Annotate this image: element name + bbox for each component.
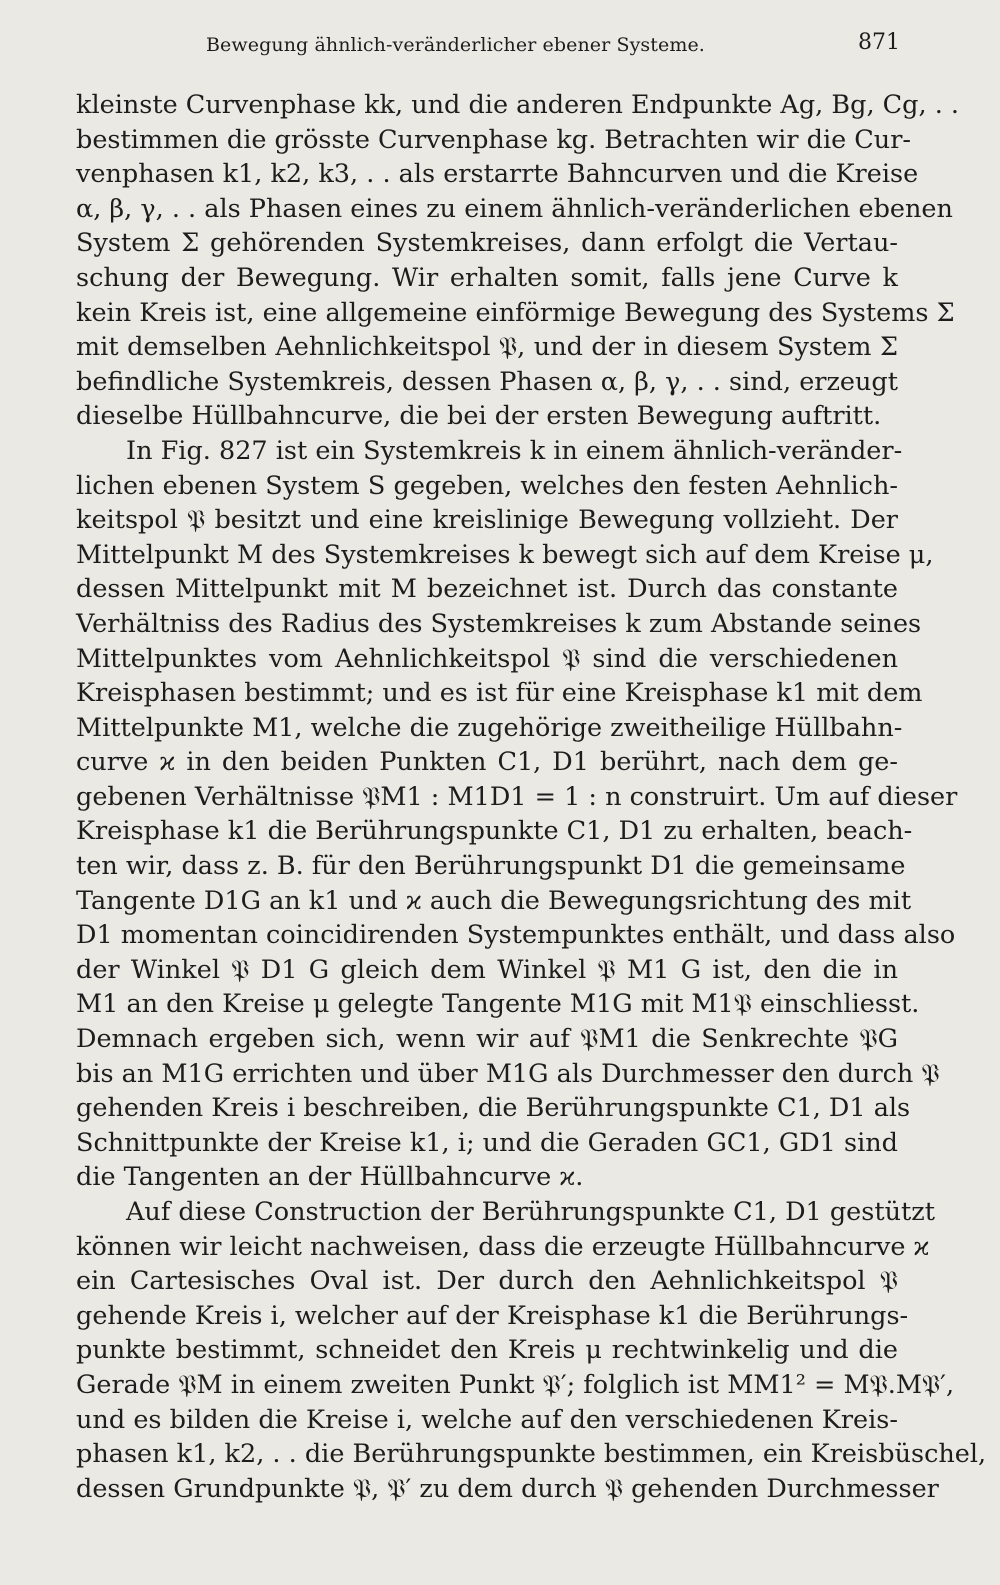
text-line: Tangente D1G an k1 und ϰ auch die Bewegungsrichtung des mit [76, 885, 912, 916]
text-line: Mittelpunkte M1, welche die zugehörige zweitheilige Hüllbahn- [76, 712, 903, 743]
text-line: schung der Bewegung. Wir erhalten somit, falls jene Curve k [76, 262, 898, 293]
paragraph-1 [76, 88, 960, 434]
paragraph-2 [76, 434, 958, 1195]
text-line: Demnach ergeben sich, wenn wir auf 𝔓M1 die Senkrechte 𝔓G [76, 1024, 898, 1055]
text-line: keitspol 𝔓 besitzt und eine kreislinige Bewegung vollzieht. Der [76, 505, 898, 536]
text-line: punkte bestimmt, schneidet den Kreis μ rechtwinkelig und die [76, 1335, 898, 1366]
text-line: können wir leicht nachweisen, dass die erzeugte Hüllbahncurve ϰ [76, 1231, 930, 1262]
text-line: dessen Grundpunkte 𝔓, 𝔓′ zu dem durch 𝔓 gehenden Durchmesser [76, 1473, 939, 1504]
page-header [206, 30, 900, 64]
text-line: gebenen Verhältnisse 𝔓M1 : M1D1 = 1 : n construirt. Um auf dieser [76, 781, 958, 812]
text-line: mit demselben Aehnlichkeitspol 𝔓, und der in diesem System Σ [76, 332, 898, 363]
text-line: Auf diese Construction der Berührungspunkte C1, D1 gestützt [126, 1197, 935, 1227]
text-line: ten wir, dass z. B. für den Berührungspunkt D1 die gemeinsame [76, 851, 906, 882]
text-line: Verhältniss des Radius des Systemkreises k zum Abstande seines [76, 608, 922, 639]
text-line: befindliche Systemkreis, dessen Phasen α, β, γ, . . sind, erzeugt [76, 366, 899, 397]
text-line: ein Cartesisches Oval ist. Der durch den Aehnlichkeitspol 𝔓 [76, 1266, 898, 1297]
text-line: der Winkel 𝔓 D1 G gleich dem Winkel 𝔓 M1 G ist, den die in [76, 954, 898, 985]
page-number: 871 [858, 30, 900, 55]
text-line: Mittelpunktes vom Aehnlichkeitspol 𝔓 sind die verschiedenen [76, 643, 898, 674]
text-line: kein Kreis ist, eine allgemeine einförmige Bewegung des Systems Σ [76, 297, 955, 328]
text-line: curve ϰ in den beiden Punkten C1, D1 berührt, nach dem ge- [76, 747, 898, 778]
text-line: venphasen k1, k2, k3, . . als erstarrte Bahncurven und die Kreise [76, 159, 919, 190]
paragraph-3 [76, 1195, 987, 1506]
text-line: Kreisphasen bestimmt; und es ist für eine Kreisphase k1 mit dem [76, 678, 923, 709]
text-line: phasen k1, k2, . . die Berührungspunkte bestimmen, ein Kreisbüschel, [76, 1439, 987, 1470]
text-line: Gerade 𝔓M in einem zweiten Punkt 𝔓′; folglich ist MM1² = M𝔓.M𝔓′, [76, 1369, 955, 1400]
text-line: gehende Kreis i, welcher auf der Kreisphase k1 die Berührungs- [76, 1300, 909, 1331]
text-line: Mittelpunkt M des Systemkreises k bewegt sich auf dem Kreise μ, [76, 539, 934, 570]
text-line: und es bilden die Kreise i, welche auf den verschiedenen Kreis- [76, 1404, 898, 1435]
text-line: lichen ebenen System S gegeben, welches den festen Aehnlich- [76, 470, 898, 501]
text-line: System Σ gehörenden Systemkreises, dann erfolgt die Vertau- [76, 228, 898, 259]
text-line: die Tangenten an der Hüllbahncurve ϰ. [76, 1162, 584, 1193]
text-line: D1 momentan coincidirenden Systempunktes enthält, und dass also [76, 920, 956, 951]
text-line: dieselbe Hüllbahncurve, die bei der ersten Bewegung auftritt. [76, 401, 882, 432]
text-line: gehenden Kreis i beschreiben, die Berührungspunkte C1, D1 als [76, 1093, 911, 1124]
body-text [76, 88, 987, 1506]
text-line: M1 an den Kreise μ gelegte Tangente M1G mit M1𝔓 einschliesst. [76, 989, 920, 1020]
text-line: bis an M1G errichten und über M1G als Durchmesser den durch 𝔓 [76, 1058, 940, 1089]
text-line: dessen Mittelpunkt mit M bezeichnet ist. Durch das constante [76, 574, 898, 605]
text-line: α, β, γ, . . als Phasen eines zu einem ähnlich-veränderlichen ebenen [76, 193, 953, 224]
text-line: bestimmen die grösste Curvenphase kg. Betrachten wir die Cur- [76, 124, 912, 155]
text-line: kleinste Curvenphase kk, und die anderen Endpunkte Ag, Bg, Cg, . . [76, 90, 960, 120]
text-line: In Fig. 827 ist ein Systemkreis k in einem ähnlich-veränder- [126, 435, 903, 466]
text-line: Kreisphase k1 die Berührungspunkte C1, D1 zu erhalten, beach- [76, 816, 913, 847]
running-title: Bewegung ähnlich-veränderlicher ebener Systeme. [206, 34, 705, 56]
text-line: Schnittpunkte der Kreise k1, i; und die Geraden GC1, GD1 sind [76, 1127, 898, 1158]
